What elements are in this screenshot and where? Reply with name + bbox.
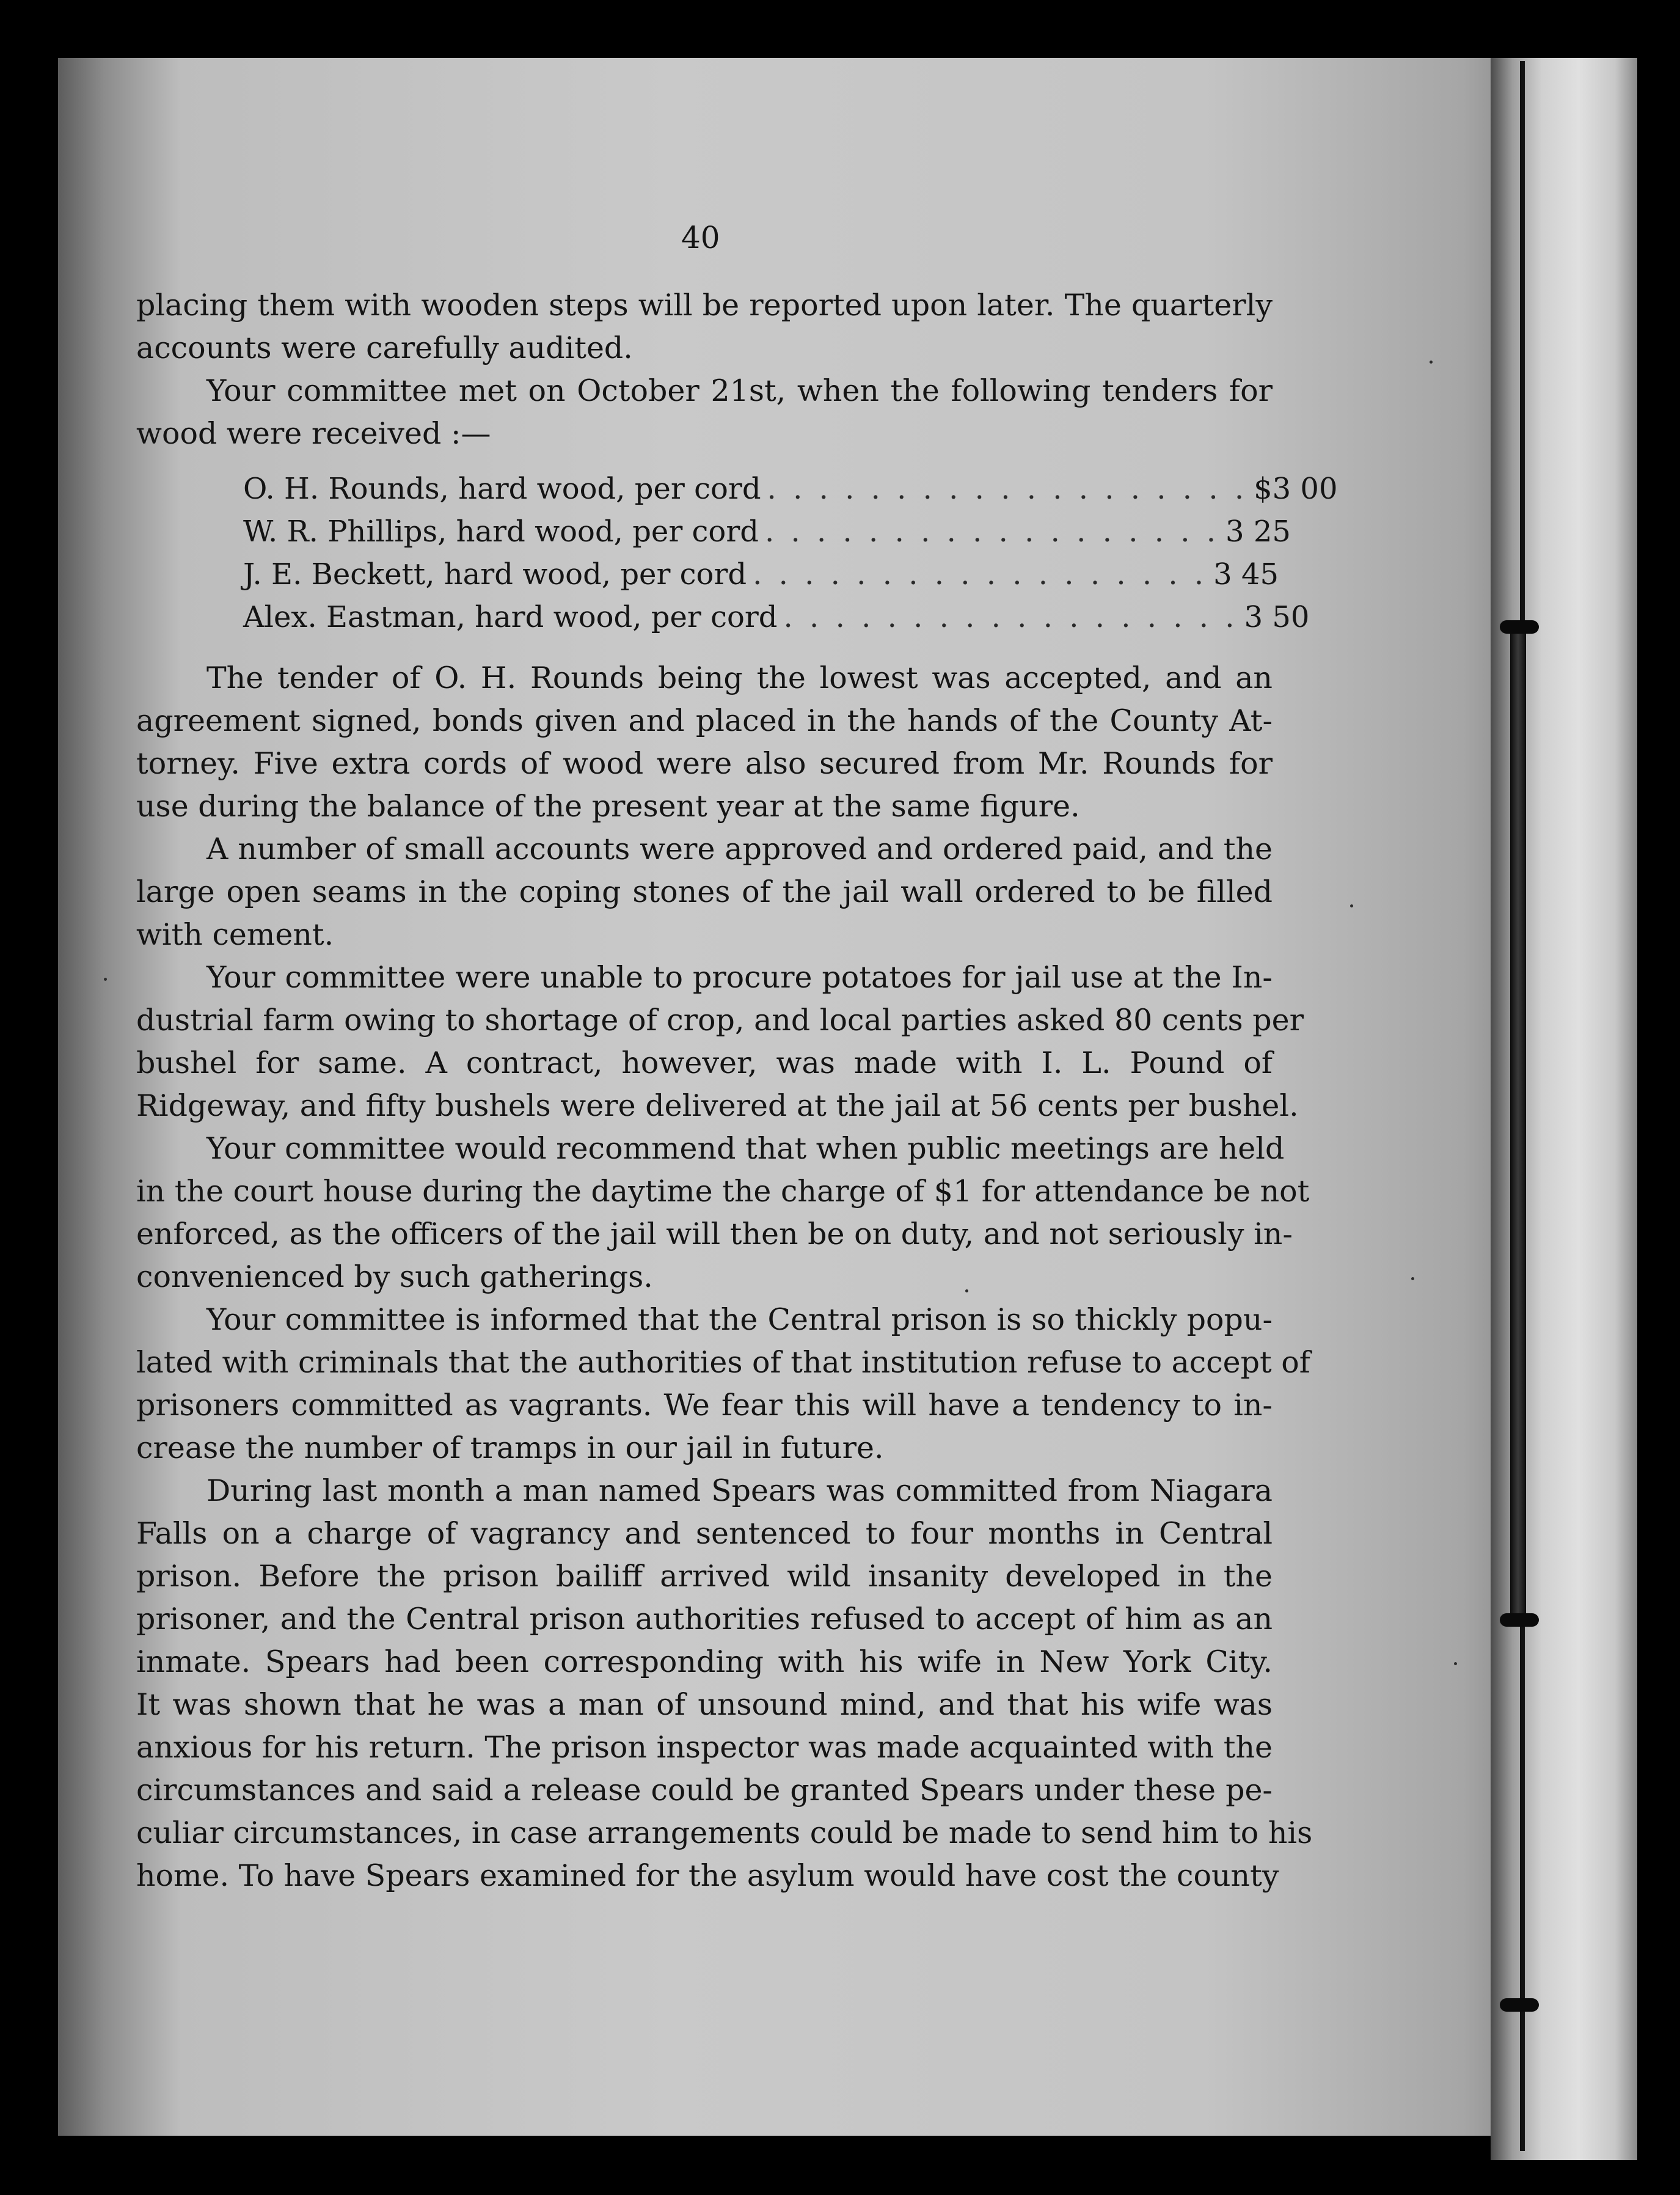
page-number: 40 bbox=[681, 220, 720, 255]
dot-leader: . . . . . . . . . . . . . . . . . . bbox=[764, 515, 1220, 549]
text-line: Falls on a charge of vagrancy and sentenced to four months in Central bbox=[136, 1516, 1273, 1551]
binding-rod bbox=[1510, 623, 1526, 1625]
tender-name: J. E. Beckett, hard wood, per cord bbox=[243, 557, 747, 592]
dot-leader: . . . . . . . . . . . . . . . . . . . bbox=[767, 472, 1248, 506]
text-line: Your committee were unable to procure potatoes for jail use at the In- bbox=[206, 960, 1273, 995]
tender-name: O. H. Rounds, hard wood, per cord bbox=[243, 472, 761, 506]
text-line: home. To have Spears examined for the asylum would have cost the county bbox=[136, 1858, 1279, 1893]
text-line: inmate. Spears had been corresponding with his wife in New York City. bbox=[136, 1644, 1273, 1679]
tender-row bbox=[243, 510, 1291, 553]
tender-name: W. R. Phillips, hard wood, per cord bbox=[243, 515, 759, 549]
scan-speck bbox=[1350, 904, 1353, 907]
text-line: dustrial farm owing to shortage of crop, and local parties asked 80 cents per bbox=[136, 1003, 1304, 1038]
tender-amount: 3 45 bbox=[1213, 557, 1279, 592]
tender-name: Alex. Eastman, hard wood, per cord bbox=[243, 600, 778, 634]
text-line: bushel for same. A contract, however, was made with I. L. Pound of bbox=[136, 1046, 1273, 1080]
text-line: with cement. bbox=[136, 917, 334, 952]
text-line: lated with criminals that the authorities of that institution refuse to accept of bbox=[136, 1345, 1310, 1380]
text-line: Your committee is informed that the Central prison is so thickly popu- bbox=[206, 1302, 1273, 1337]
tender-amount: 3 50 bbox=[1244, 600, 1310, 634]
text-line: large open seams in the coping stones of the jail wall ordered to be filled bbox=[136, 874, 1273, 909]
text-line: It was shown that he was a man of unsound mind, and that his wife was bbox=[136, 1687, 1273, 1722]
text-line: accounts were carefully audited. bbox=[136, 331, 633, 365]
text-line: Your committee met on October 21st, when the following tenders for bbox=[206, 373, 1273, 408]
binding-clip-middle bbox=[1500, 1613, 1539, 1627]
tender-row bbox=[243, 596, 1310, 639]
text-line: torney. Five extra cords of wood were also secured from Mr. Rounds for bbox=[136, 746, 1273, 781]
text-line: convenienced by such gatherings. bbox=[136, 1259, 653, 1294]
text-line: use during the balance of the present year at the same figure. bbox=[136, 789, 1080, 824]
tender-row bbox=[243, 553, 1279, 596]
dot-leader: . . . . . . . . . . . . . . . . . . bbox=[783, 600, 1238, 634]
text-line: crease the number of tramps in our jail in future. bbox=[136, 1431, 884, 1465]
text-line: prison. Before the prison bailiff arrived wild insanity developed in the bbox=[136, 1559, 1273, 1594]
text-line: enforced, as the officers of the jail will then be on duty, and not seriously in- bbox=[136, 1217, 1293, 1251]
text-line: The tender of O. H. Rounds being the lowest was accepted, and an bbox=[206, 661, 1273, 695]
binding-clip-bottom bbox=[1500, 1998, 1539, 2012]
text-line: culiar circumstances, in case arrangements could be made to send him to his bbox=[136, 1816, 1313, 1850]
tender-amount: $3 00 bbox=[1254, 472, 1338, 506]
text-line: agreement signed, bonds given and placed in the hands of the County At- bbox=[136, 703, 1273, 738]
scan-speck bbox=[1430, 361, 1433, 364]
text-line: wood were received :— bbox=[136, 416, 491, 451]
scan-speck bbox=[1454, 1662, 1457, 1665]
text-line: prisoner, and the Central prison authorities refused to accept of him as an bbox=[136, 1602, 1273, 1636]
text-line: circumstances and said a release could be granted Spears under these pe- bbox=[136, 1773, 1273, 1808]
tender-amount: 3 25 bbox=[1225, 515, 1291, 549]
binding-clip-top bbox=[1500, 620, 1539, 634]
scan-speck bbox=[104, 978, 107, 981]
text-line: in the court house during the daytime the charge of $1 for attendance be not bbox=[136, 1174, 1310, 1209]
text-line: anxious for his return. The prison inspector was made acquainted with the bbox=[136, 1730, 1273, 1765]
text-line: Ridgeway, and fifty bushels were delivered at the jail at 56 cents per bushel. bbox=[136, 1088, 1299, 1123]
tender-row bbox=[243, 467, 1338, 510]
text-line: A number of small accounts were approved and ordered paid, and the bbox=[206, 832, 1273, 867]
text-line: placing them with wooden steps will be reported upon later. The quarterly bbox=[136, 288, 1273, 323]
text-line: During last month a man named Spears was committed from Niagara bbox=[206, 1473, 1273, 1508]
dot-leader: . . . . . . . . . . . . . . . . . . bbox=[753, 557, 1208, 592]
scan-speck bbox=[1411, 1277, 1414, 1280]
text-line: Your committee would recommend that when public meetings are held bbox=[206, 1131, 1285, 1166]
text-line: prisoners committed as vagrants. We fear this will have a tendency to in- bbox=[136, 1388, 1273, 1423]
